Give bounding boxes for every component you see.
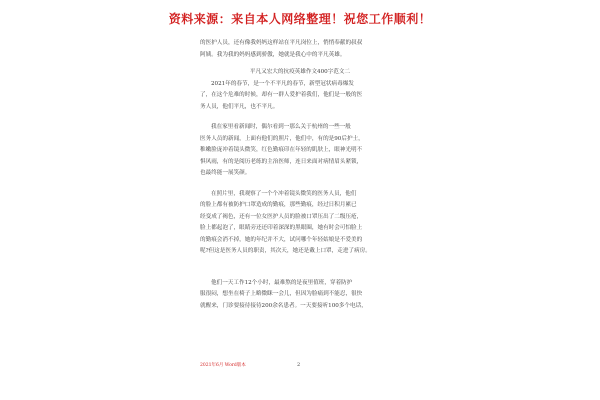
page-footer bbox=[200, 362, 400, 372]
text-line: 稚嫩脸庞冲着镜头微笑，红色勤痕印在年轻的肌肤上，眼神光明不 bbox=[200, 147, 363, 153]
text-line: 经变成了褐色，还有一位女医护人员的脸被口罩压出了二级压疮， bbox=[200, 213, 363, 220]
text-line: 脸上都起泡了，眼睛旁还还印着深深的黑眼圈，她有时会可怕脸上 bbox=[200, 225, 363, 231]
text-line: 的脸上都有被防护口罩造成的勤痕，那些勤痕，经过日积月累已 bbox=[200, 202, 357, 208]
footer-date-label: 2021年6月 Word版本 bbox=[200, 363, 246, 368]
text-line: 医务人员的新闻，上面有他们的照片，他们中，有的是90后护士， bbox=[200, 135, 364, 142]
text-line: 的勤痕会消不掉，她的年纪并不大，试问哪个年轻姑娘是不爱美的 bbox=[200, 236, 363, 243]
text-line: 阿姨。我为我的妈妈感到骄傲，她就是我心中的平凡英雄。 bbox=[200, 51, 346, 58]
text-line: 2021年的春节，是一个不平凡的春节，新型冠状病毒爆发 bbox=[211, 80, 354, 87]
text-line: 也最终能一展笑颜。 bbox=[200, 170, 251, 176]
document-body bbox=[200, 38, 400, 312]
text-line: 就醒来，门诊要接待接待200余名患者。一天要接听100多个电话， bbox=[200, 302, 367, 309]
text-line: 呢?但这是医务人员的职责，其次天，她还是戴上口罩，走进了病房。 bbox=[200, 248, 371, 254]
page-number: 2 bbox=[297, 362, 301, 368]
text-line: 服很闷，想坐在椅子上略微眯一会儿，但因为脸痛到不能忍，很快 bbox=[200, 291, 363, 297]
text-line: 在照片里，我观察了一个个冲着镜头微笑的医务人员，他们 bbox=[211, 190, 357, 197]
text-line: 我在家里看新闻时，偶尔看到一那么关于杭州的一些一般 bbox=[211, 124, 351, 130]
text-line: 他们一天工作12个小时，最难熬的是夜里值班，穿着防护 bbox=[211, 279, 353, 286]
text-line: 惧风雨，有的是阅历老练的主治医师，连日来面对病情眉头紧锁， bbox=[200, 158, 363, 165]
essay-subtitle: 平凡又宏大的抗疫英雄作文400字范文二 bbox=[249, 69, 351, 75]
header-note: 资料来源：来自本人网络整理！祝您工作顺利！ bbox=[168, 12, 432, 26]
text-line: 的医护人员，还有像我妈妈这样站在平凡岗位上，悄悄奉献的叔叔 bbox=[200, 40, 363, 46]
text-line: 务人员，他们平凡，也不平凡。 bbox=[200, 103, 279, 110]
text-line: 了，在这个危难的时候，却有一群人爱护着我们，他们是一般的医 bbox=[200, 92, 363, 98]
